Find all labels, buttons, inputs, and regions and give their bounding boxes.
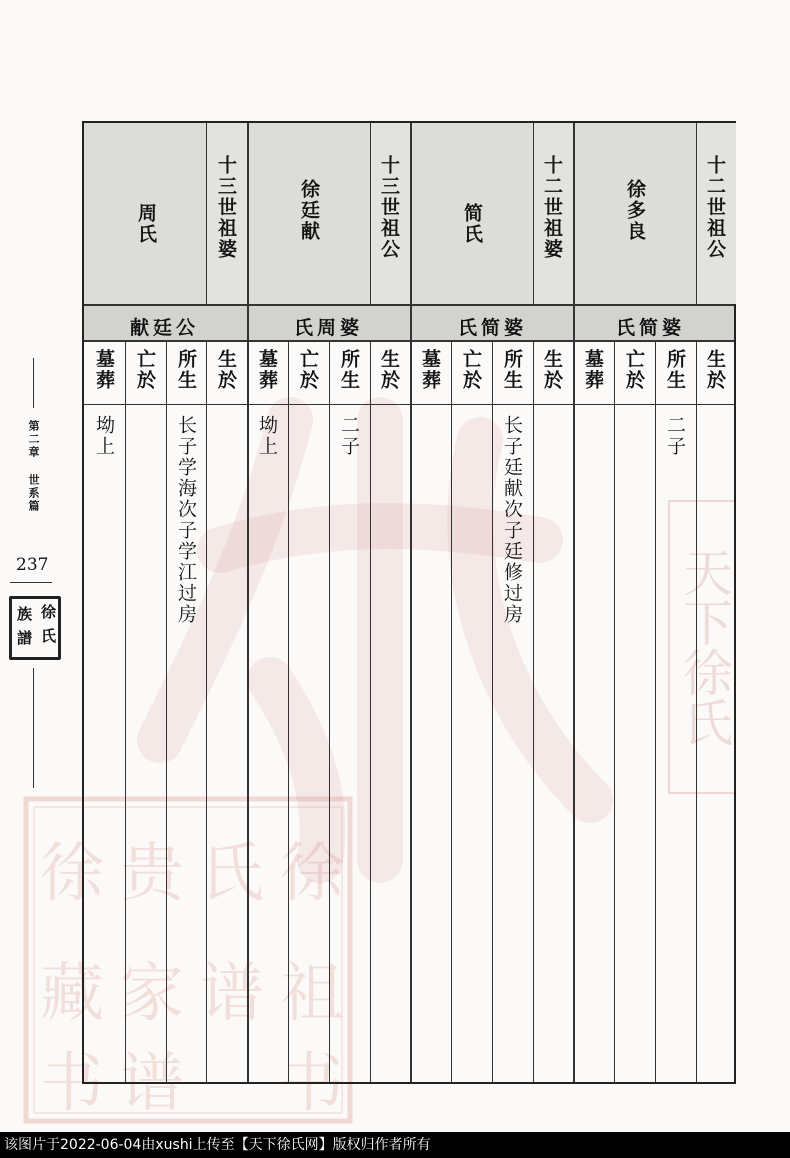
group-divider: [410, 123, 412, 1082]
seal-char: 藏: [40, 957, 104, 1031]
upload-footer: 该图片于2022-06-04由xushi上传至【天下徐氏网】版权归作者所有: [0, 1132, 790, 1158]
field-value: 二子: [664, 415, 686, 457]
margin-rule-bottom: [33, 668, 34, 788]
person-label: 献廷公: [130, 317, 200, 339]
field-label: 亡於: [297, 349, 319, 391]
field-value: 坳上: [93, 415, 115, 457]
seal-char: 祖: [280, 957, 344, 1031]
field-divider: [206, 342, 207, 1082]
person-name: 徐廷献: [298, 179, 320, 242]
seal-char: 谱: [120, 1047, 184, 1121]
field-label: 亡於: [623, 349, 645, 391]
logo-char: 族: [17, 605, 33, 623]
field-label: 所生: [501, 349, 523, 391]
field-label: 生於: [704, 349, 726, 391]
group-divider: [573, 123, 575, 1082]
field-divider: [614, 342, 615, 1082]
field-divider: [451, 342, 452, 1082]
group-divider: [247, 123, 249, 1082]
page-number-rule: [10, 582, 52, 583]
margin-rule-top: [33, 358, 34, 408]
field-value: 二子: [338, 415, 360, 457]
field-divider: [288, 342, 289, 1082]
chapter-title: 第二章 世系篇: [27, 420, 40, 513]
generation-label: 十二世祖婆: [541, 155, 563, 260]
field-label: 生於: [378, 349, 400, 391]
seal-char: 氏: [200, 837, 264, 911]
seal-char: 贵: [120, 837, 184, 911]
field-label: 墓葬: [582, 349, 604, 391]
field-label: 亡於: [460, 349, 482, 391]
field-label: 墓葬: [93, 349, 115, 391]
vertical-watermark: 天下徐氏: [668, 500, 736, 794]
logo-char: 譜: [17, 629, 33, 647]
seal-char: 谱: [200, 957, 264, 1031]
field-label: 所生: [175, 349, 197, 391]
genealogy-table: [82, 121, 736, 1084]
field-divider: [655, 342, 656, 1082]
generation-label: 十二世祖公: [704, 155, 726, 260]
generation-label: 十三世祖公: [378, 155, 400, 260]
seal-char: 徐: [280, 837, 344, 911]
header-divider: [206, 123, 207, 304]
field-divider: [370, 342, 371, 1082]
field-divider: [492, 342, 493, 1082]
field-divider: [696, 342, 697, 1082]
field-label: 生於: [541, 349, 563, 391]
header-divider: [370, 123, 371, 304]
logo-char: 氏: [41, 627, 57, 645]
field-divider: [533, 342, 534, 1082]
field-label: 生於: [215, 349, 237, 391]
seal-char: 书: [40, 1047, 104, 1121]
generation-label: 十三世祖婆: [215, 155, 237, 260]
field-label: 墓葬: [419, 349, 441, 391]
person-name: 周氏: [135, 203, 157, 245]
seal-char: 书: [280, 1047, 344, 1121]
field-value: 长子学海次子学江过房: [175, 415, 197, 625]
page-number: 237: [16, 555, 49, 575]
field-label: 所生: [664, 349, 686, 391]
field-label: 亡於: [134, 349, 156, 391]
field-label-rule: [84, 404, 734, 405]
person-label: 氏简婆: [616, 317, 686, 339]
seal-char: 徐: [40, 837, 104, 911]
field-label: 所生: [338, 349, 360, 391]
header-divider: [696, 123, 697, 304]
field-label: 墓葬: [256, 349, 278, 391]
genealogy-logo: [9, 596, 61, 660]
field-divider: [125, 342, 126, 1082]
person-label: 氏周婆: [294, 317, 364, 339]
field-value: 长子廷献次子廷修过房: [501, 415, 523, 625]
field-divider: [329, 342, 330, 1082]
field-divider: [166, 342, 167, 1082]
person-name: 徐多良: [624, 179, 646, 242]
header-divider: [533, 123, 534, 304]
person-label: 氏简婆: [458, 317, 528, 339]
logo-char: 徐: [41, 603, 57, 621]
seal-char: 家: [120, 957, 184, 1031]
field-value: 坳上: [256, 415, 278, 457]
person-name: 简氏: [461, 203, 483, 245]
